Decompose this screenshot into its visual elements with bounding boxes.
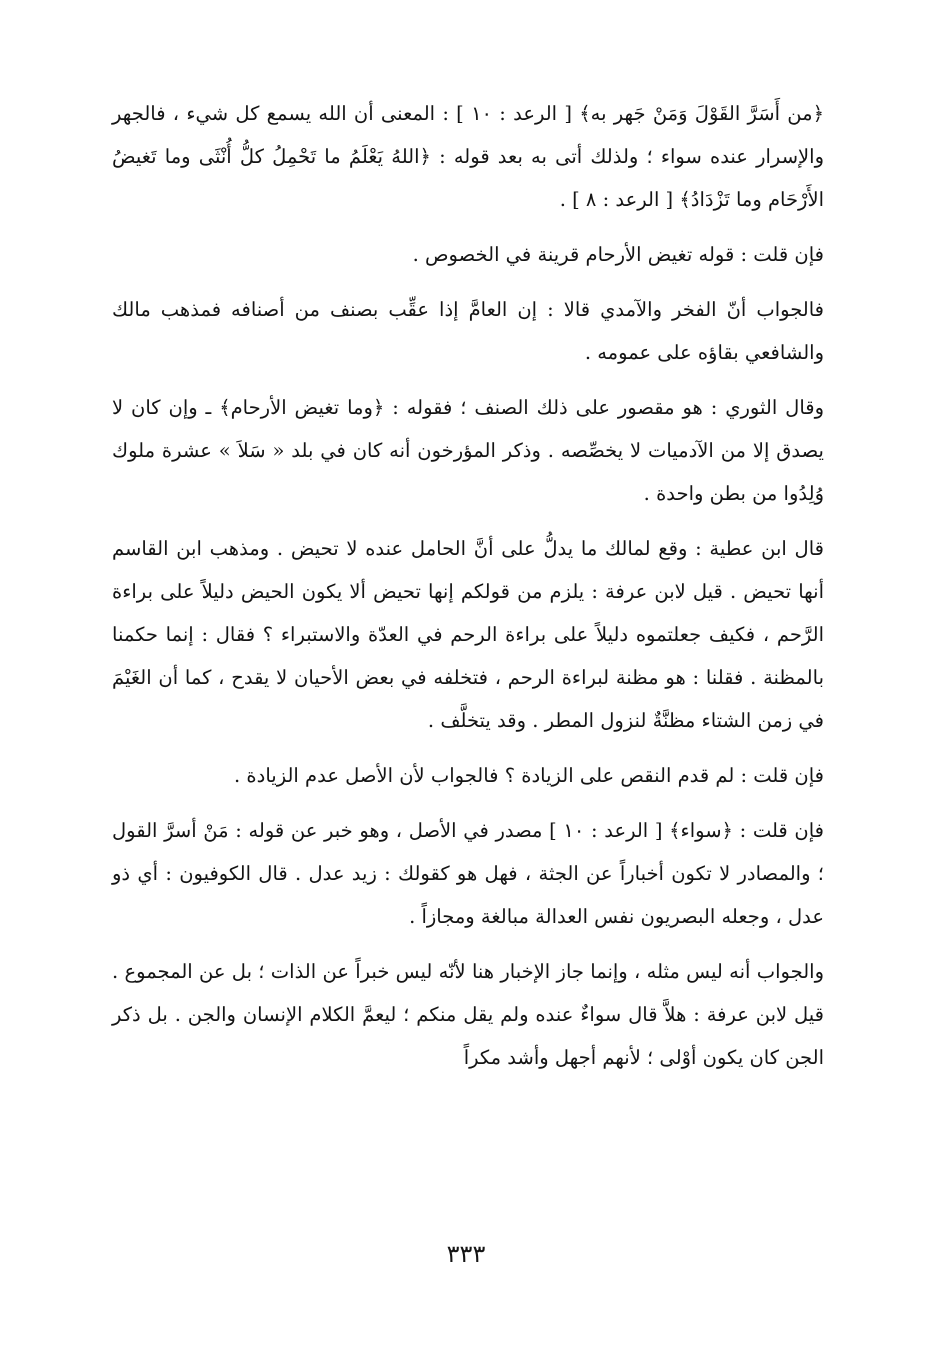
paragraph-4: وقال الثوري : هو مقصور على ذلك الصنف ؛ فقوله : ﴿وما تغيض الأرحام﴾ ـ وإن كان لا يصدق إلا من الآدميات لا يخصِّصه . وذكر المؤرخون أنه كان في بلد « سَلاَ » عشرة ملوك وُلِدُوا من بطن واحدة . [112, 396, 824, 505]
paragraph-1: ﴿من أَسَرَّ القَوْلَ وَمَنْ جَهر به﴾ [ الرعد : ١٠ ] : المعنى أن الله يسمع كل شيء ، فالجهر والإسرار عنده سواء ؛ ولذلك أتى به بعد قوله : ﴿اللهُ يَعْلَمُ ما تَحْمِلُ كلُّ أُنْثَى وما تَغيضُ الأَرْحَام وما تَزْدَادُ﴾ [ الرعد : ٨ ] . [112, 102, 825, 211]
paragraph-7: فإن قلت : ﴿سواء﴾ [ الرعد : ١٠ ] مصدر في الأصل ، وهو خبر عن قوله : مَنْ أسرَّ القول ؛ والمصادر لا تكون أخباراً عن الجثة ، فهل هو كقولك : زيد عدل . قال الكوفيون : أي ذو عدل ، وجعله البصريون نفس العدالة مبالغة ومجازاً . [112, 819, 824, 928]
paragraph-3: فالجواب أنّ الفخر والآمدي قالا : إن العامَّ إذا عقِّب بصنف من أصنافه فمذهب مالك والشافعي بقاؤه على عمومه . [112, 298, 824, 364]
paragraph-2: فإن قلت : قوله تغيض الأرحام قرينة في الخصوص . [412, 243, 824, 266]
page-number: ٣٣٣ [446, 1240, 486, 1268]
paragraph-8: والجواب أنه ليس مثله ، وإنما جاز الإخبار هنا لأنّه ليس خبراً عن الذات ؛ بل عن المجموع . قيل لابن عرفة : هلاَّ قال سواءٌ عنده ولم يقل منكم ؛ ليعمَّ الكلام الإنسان والجن . بل ذكر الجن كان يكون أوْلى ؛ لأنهم أجهل وأشد مكراً [112, 960, 824, 1069]
page-text-block [112, 92, 824, 1091]
paragraph-6: فإن قلت : لم قدم النقص على الزيادة ؟ فالجواب لأن الأصل عدم الزيادة . [234, 764, 824, 787]
paragraph-5: قال ابن عطية : وقع لمالك ما يدلُّ على أنَّ الحامل عنده لا تحيض . ومذهب ابن القاسم أنها تحيض . قيل لابن عرفة : يلزم من قولكم إنها تحيض ألا يكون الحيض دليلاً على براءة الرَّحم ، فكيف جعلتموه دليلاً على براءة الرحم في العدّة والاستبراء ؟ فقال : إنما حكمنا بالمظنة . فقلنا : هو مظنة لبراءة الرحم ، فتخلفه في بعض الأحيان لا يقدح ، كما أن الغَيْمَ في زمن الشتاء مظنَّةٌ لنزول المطر . وقد يتخلَّف . [112, 537, 824, 732]
